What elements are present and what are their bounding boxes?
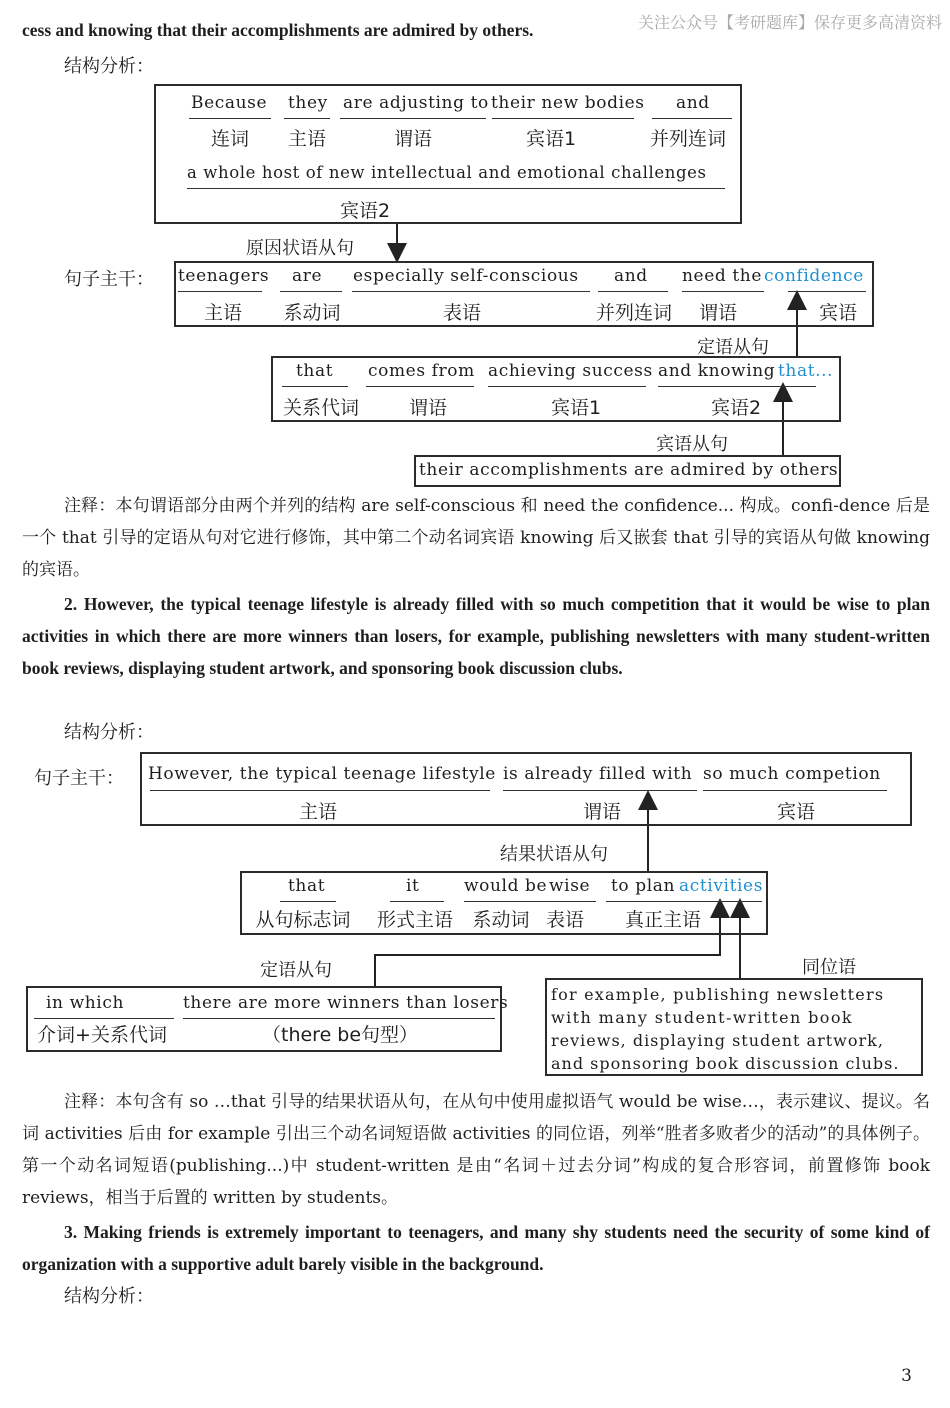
d1-role: 并列连词 <box>649 128 726 150</box>
d2-word: that <box>288 876 326 896</box>
d1-word: comes from <box>368 361 475 381</box>
d1-link-causal: 原因状语从句 <box>246 238 354 259</box>
d2-role: 主语 <box>298 801 337 823</box>
d2-word: to plan <box>611 876 676 896</box>
d1-object-clause: their accomplishments are admired by others <box>419 460 839 480</box>
d1-word: and knowing <box>658 361 776 381</box>
d2-appositive-line: and sponsoring book discussion clubs. <box>551 1054 900 1073</box>
d1-word: a whole host of new intellectual and emotional challenges <box>187 163 707 182</box>
d2-role: 介词+关系代词 <box>37 1024 167 1046</box>
d2-role: 表语 <box>545 909 584 931</box>
d2-appositive-line: for example, publishing newsletters <box>551 985 885 1004</box>
note-2: 注释：本句含有 so …that 引导的结果状语从句，在从句中使用虚拟语气 would be wise…，表示建议、提议。名词 activities 后由 for example 引出三个动名词短语做 activities 的同位语，列举“胜者多败者少的活动”的具体例子。第一个动名词短语(publishing...)中 student-written 是由“名词＋过去分词”构成的复合形容词，前置修饰 book reviews，相当于后置的 written by students。 <box>22 1092 930 1208</box>
d2-role: 系动词 <box>472 909 530 931</box>
page-number: 3 <box>901 1366 912 1386</box>
d2-appositive-line: with many student-written book <box>551 1008 853 1027</box>
d1-role: 关系代词 <box>282 397 359 419</box>
d2-role: 从句标志词 <box>255 909 351 931</box>
d2-role: 谓语 <box>582 801 621 823</box>
d1-word: they <box>288 93 328 113</box>
d1-role: 主语 <box>287 128 326 150</box>
sentence-3: 3. Making friends is extremely important to teenagers, and many shy students need the security of some kind of organization with a supportive adult barely visible in the background. <box>22 1222 930 1274</box>
d1-main-label: 句子主干： <box>64 269 154 290</box>
d1-role: 谓语 <box>408 397 447 419</box>
d2-word: so much competion <box>703 764 881 784</box>
d2-word: there are more winners than losers <box>183 993 509 1013</box>
d2-word: is already filled with <box>503 764 693 784</box>
d1-role: 系动词 <box>283 302 341 324</box>
d1-word: Because <box>191 93 268 113</box>
d2-role: （there be句型） <box>262 1024 419 1046</box>
d1-word: especially self-conscious <box>353 266 579 286</box>
d1-word: and <box>614 266 648 286</box>
d2-word: However, the typical teenage lifestyle <box>148 764 496 784</box>
d1-role: 谓语 <box>698 302 737 324</box>
d2-word: in which <box>46 993 124 1013</box>
d1-link-object: 宾语从句 <box>656 434 728 455</box>
d2-role: 真正主语 <box>624 909 701 931</box>
d1-role: 表语 <box>442 302 481 324</box>
d1-role: 并列连词 <box>595 302 672 324</box>
d2-role: 宾语 <box>776 801 815 823</box>
d2-word: wise <box>549 876 591 896</box>
d2-word: would be <box>464 876 548 896</box>
d1-highlight-confidence: confidence <box>764 266 864 286</box>
d1-role: 谓语 <box>393 128 432 150</box>
d2-link-attributive: 定语从句 <box>260 960 332 981</box>
d1-role: 宾语1 <box>550 397 602 419</box>
d2-role: 形式主语 <box>376 909 453 931</box>
d1-highlight-that: that... <box>778 361 834 381</box>
d1-word: teenagers <box>178 266 270 286</box>
d1-word: are adjusting to <box>343 93 489 113</box>
d1-word: that <box>296 361 334 381</box>
continued-sentence: cess and knowing that their accomplishments are admired by others. <box>22 20 534 40</box>
d1-role: 宾语2 <box>339 200 391 222</box>
note-1: 注释：本句谓语部分由两个并列的结构 are self-conscious 和 need the confidence... 构成。confi-dence 后是一个 that 引导的定语从句对它进行修饰，其中第二个动名词宾语 knowing 后又嵌套 that 引导的宾语从句做 knowing 的宾语。 <box>22 496 930 580</box>
d1-role: 宾语1 <box>525 128 577 150</box>
d2-word: it <box>406 876 420 896</box>
d1-role: 主语 <box>203 302 242 324</box>
d1-link-attributive: 定语从句 <box>697 337 769 358</box>
d1-word: their new bodies <box>491 93 645 113</box>
d1-word: achieving success <box>488 361 653 381</box>
sentence-2: 2. However, the typical teenage lifestyle is already filled with so much competition that it would be wise to plan activities in which there are more winners than losers, for example, publishing newsletters with many student-written book reviews, displaying student artwork, and sponsoring book discussion clubs. <box>22 594 930 678</box>
d2-highlight-activities: activities <box>679 876 764 896</box>
d1-word: need the <box>682 266 762 286</box>
d1-word: and <box>676 93 710 113</box>
watermark-text: 关注公众号【考研题库】保存更多高清资料 <box>637 13 942 32</box>
structure-label-3: 结构分析： <box>64 1286 154 1307</box>
d1-role: 宾语 <box>818 302 857 324</box>
d2-link-result: 结果状语从句 <box>500 844 608 865</box>
d1-role: 宾语2 <box>710 397 762 419</box>
structure-label-2: 结构分析： <box>64 722 154 743</box>
d2-link-appositive: 同位语 <box>802 957 856 978</box>
d2-appositive-line: reviews, displaying student artwork, <box>551 1031 884 1050</box>
d1-word: are <box>292 266 323 286</box>
d2-main-label: 句子主干： <box>34 768 124 789</box>
structure-label-1: 结构分析： <box>64 56 154 77</box>
d1-role: 连词 <box>210 128 249 150</box>
